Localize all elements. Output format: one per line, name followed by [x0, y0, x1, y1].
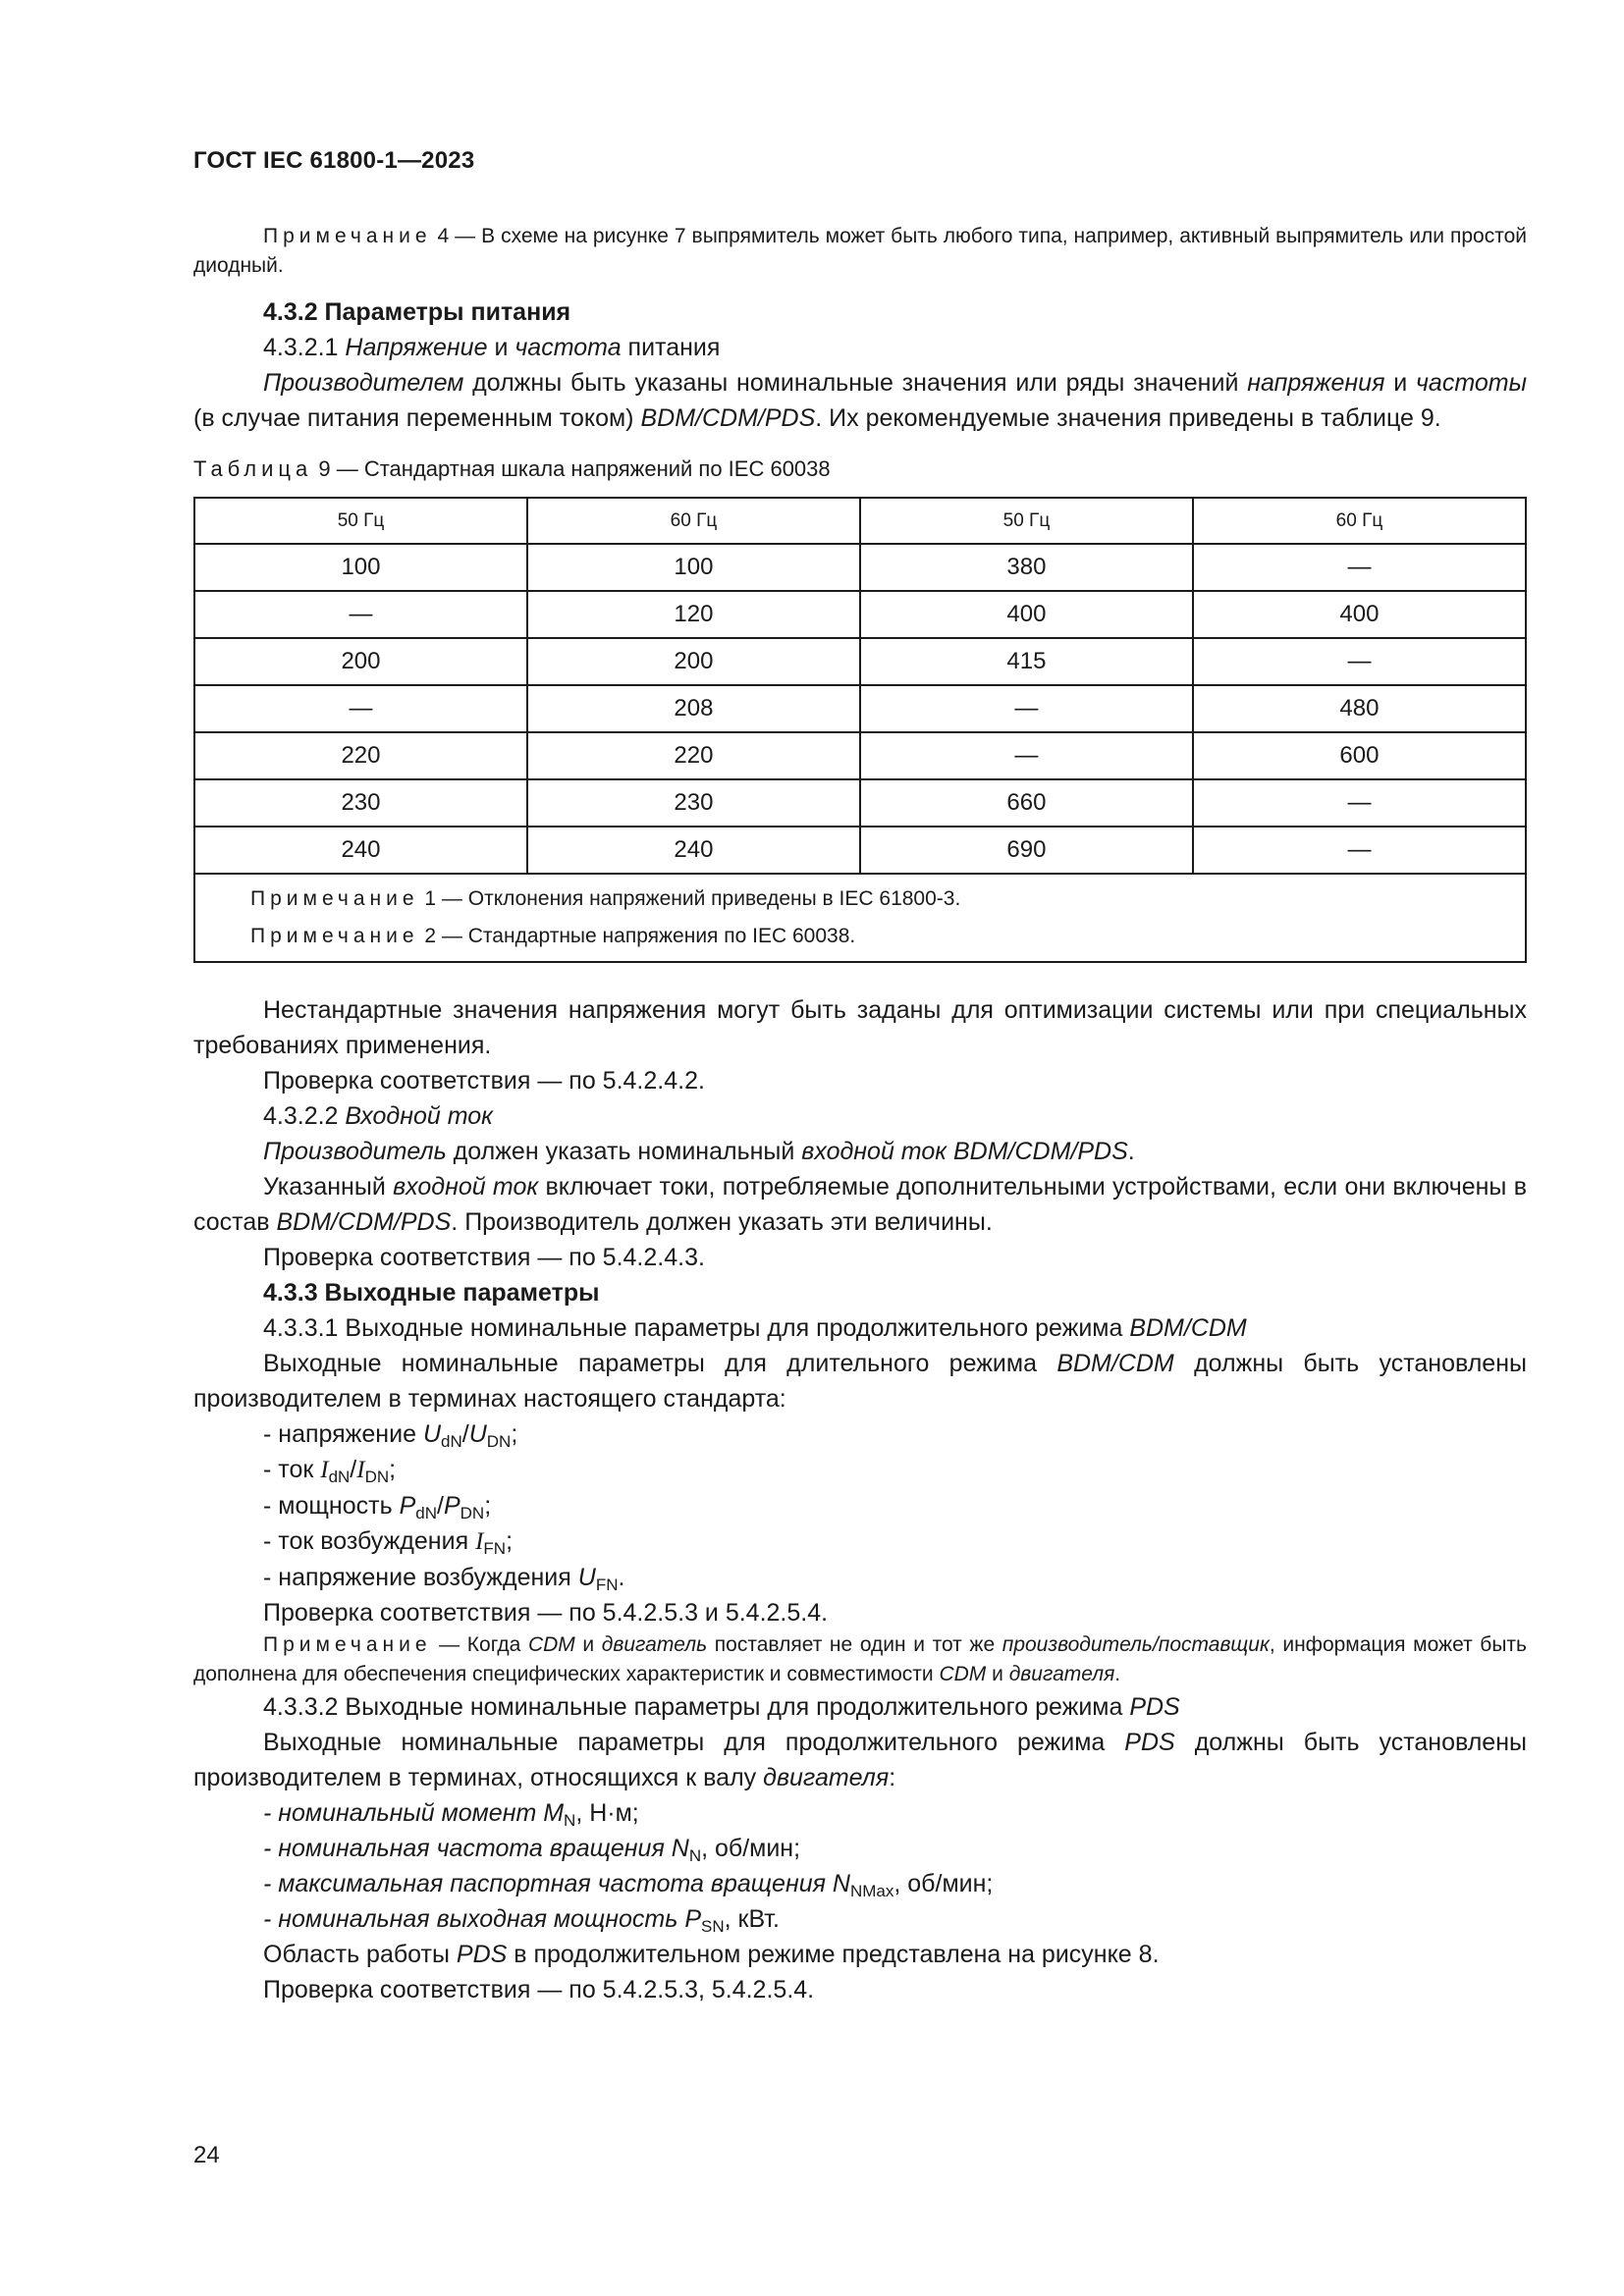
- subsection-4-3-2-1: 4.3.2.1 Напряжение и частота питания: [263, 334, 721, 361]
- table-cell: 220: [527, 732, 860, 779]
- table-row: [194, 591, 1526, 638]
- note-cdm: Примечание — Когда CDM и двигатель поставляет не один и тот же производитель/поставщик, информация может быть дополнена для обеспечения специфических характеристик и совместимости CDM и двигателя.: [193, 1633, 1527, 1685]
- table-cell: 690: [860, 827, 1193, 874]
- list-item: - ток $I_{dN}/I_{DN}$;: [263, 1456, 397, 1486]
- table-cell: 200: [527, 638, 860, 685]
- list-item: - напряжение возбуждения $U_{FN}$.: [263, 1564, 625, 1594]
- table-cell: 230: [527, 779, 860, 827]
- table-cell: —: [860, 732, 1193, 779]
- table-cell: 120: [527, 591, 860, 638]
- list-item: - напряжение $U_{dN}/U_{DN}$;: [263, 1420, 518, 1451]
- table-header-cell: 50 Гц: [860, 498, 1193, 544]
- table-cell: —: [1193, 638, 1526, 685]
- voltage-table: [193, 497, 1527, 963]
- list-item: - максимальная паспортная частота вращения $N_{NMax}$, об/мин;: [263, 1870, 994, 1900]
- table-cell: 100: [194, 544, 527, 591]
- check-4-3-2-2: Проверка соответствия — по 5.4.2.4.3.: [263, 1244, 705, 1271]
- list-item: - номинальный момент $M_N$, Н·м;: [263, 1799, 639, 1830]
- section-heading-4-3-2: 4.3.2 Параметры питания: [263, 298, 571, 326]
- check-4-3-2-1: Проверка соответствия — по 5.4.2.4.2.: [263, 1067, 705, 1095]
- check-4-3-3-1: Проверка соответствия — по 5.4.2.5.3 и 5.4.2.5.4.: [263, 1599, 829, 1627]
- list-item: - номинальная выходная мощность $P_{SN}$, кВт.: [263, 1905, 780, 1936]
- paragraph-supply: Производителем должны быть указаны номинальные значения или ряды значений напряжения и частоты (в случае питания переменным током) BDM/CDM/PDS. Их рекомендуемые значения приведены в таблице 9.: [193, 369, 1527, 432]
- table-cell: —: [194, 591, 527, 638]
- subsection-4-3-3-1: 4.3.3.1 Выходные номинальные параметры для продолжительного режима BDM/CDM: [263, 1314, 1247, 1342]
- check-4-3-3-2: Проверка соответствия — по 5.4.2.5.3, 5.4.2.5.4.: [263, 1976, 815, 2003]
- table-cell: —: [1193, 779, 1526, 827]
- table-row: [194, 544, 1526, 591]
- paragraph-pds-area: Область работы PDS в продолжительном режиме представлена на рисунке 8.: [263, 1941, 1160, 1968]
- table-notes: [194, 874, 1526, 962]
- table-cell: 230: [194, 779, 527, 827]
- paragraph-output-pds: Выходные номинальные параметры для продолжительного режима PDS должны быть установлены производителем в терминах, относящихся к валу двигателя:: [193, 1729, 1527, 1791]
- table-cell: 660: [860, 779, 1193, 827]
- table-cell: 400: [860, 591, 1193, 638]
- table-cell: 415: [860, 638, 1193, 685]
- table-cell: 400: [1193, 591, 1526, 638]
- table-row: [194, 685, 1526, 732]
- table-row: [194, 732, 1526, 779]
- paragraph-output-bdm: Выходные номинальные параметры для длительного режима BDM/CDM должны быть установлены производителем в терминах настоящего стандарта:: [193, 1350, 1527, 1413]
- table-header-cell: 50 Гц: [194, 498, 527, 544]
- list-item: - мощность $P_{dN}/P_{DN}$;: [263, 1492, 492, 1522]
- subsection-4-3-2-2: 4.3.2.2 Входной ток: [263, 1102, 493, 1130]
- table-cell: 100: [527, 544, 860, 591]
- table-cell: —: [1193, 827, 1526, 874]
- paragraph-input-current-includes: Указанный входной ток включает токи, потребляемые дополнительными устройствами, если они включены в состав BDM/CDM/PDS. Производитель должен указать эти величины.: [193, 1173, 1527, 1236]
- list-item: - номинальная частота вращения $N_N$, об/мин;: [263, 1835, 801, 1865]
- table-cell: —: [194, 685, 527, 732]
- after-table-block: [193, 992, 1527, 2007]
- table-cell: —: [860, 685, 1193, 732]
- table-cell: —: [1193, 544, 1526, 591]
- table-row: [194, 827, 1526, 874]
- paragraph-input-current: Производитель должен указать номинальный входной ток BDM/CDM/PDS.: [263, 1138, 1135, 1165]
- table-header-cell: 60 Гц: [1193, 498, 1526, 544]
- table-note-2: Примечание 2 — Стандартные напряжения по IEC 60038.: [250, 925, 856, 947]
- table-cell: 600: [1193, 732, 1526, 779]
- page-number: 24: [193, 2142, 220, 2168]
- table-row: [194, 638, 1526, 685]
- table-cell: 208: [527, 685, 860, 732]
- table-row: [194, 779, 1526, 827]
- subsection-4-3-3-2: 4.3.3.2 Выходные номинальные параметры для продолжительного режима PDS: [263, 1693, 1180, 1721]
- table-cell: 240: [527, 827, 860, 874]
- standard-id: ГОСТ IEC 61800-1—2023: [193, 147, 475, 174]
- paragraph-nonstandard: Нестандартные значения напряжения могут быть заданы для оптимизации системы или при специальных требованиях применения.: [193, 996, 1527, 1059]
- table-cell: 240: [194, 827, 527, 874]
- table-note-1: Примечание 1 — Отклонения напряжений приведены в IEC 61800-3.: [250, 887, 961, 910]
- table-cell: 220: [194, 732, 527, 779]
- table-caption: Таблица 9 — Стандартная шкала напряжений по IEC 60038: [193, 456, 831, 481]
- table-notes-row: [194, 874, 1526, 962]
- table-cell: 480: [1193, 685, 1526, 732]
- table-cell: 380: [860, 544, 1193, 591]
- list-item: - ток возбуждения $I_{FN}$;: [263, 1527, 514, 1558]
- page-content: [193, 222, 1527, 2007]
- table-cell: 200: [194, 638, 527, 685]
- section-heading-4-3-3: 4.3.3 Выходные параметры: [263, 1279, 600, 1307]
- note-4: Примечание 4 — В схеме на рисунке 7 выпрямитель может быть любого типа, например, активный выпрямитель или простой диодный.: [193, 225, 1527, 277]
- table-header-cell: 60 Гц: [527, 498, 860, 544]
- table-header-row: [194, 498, 1526, 544]
